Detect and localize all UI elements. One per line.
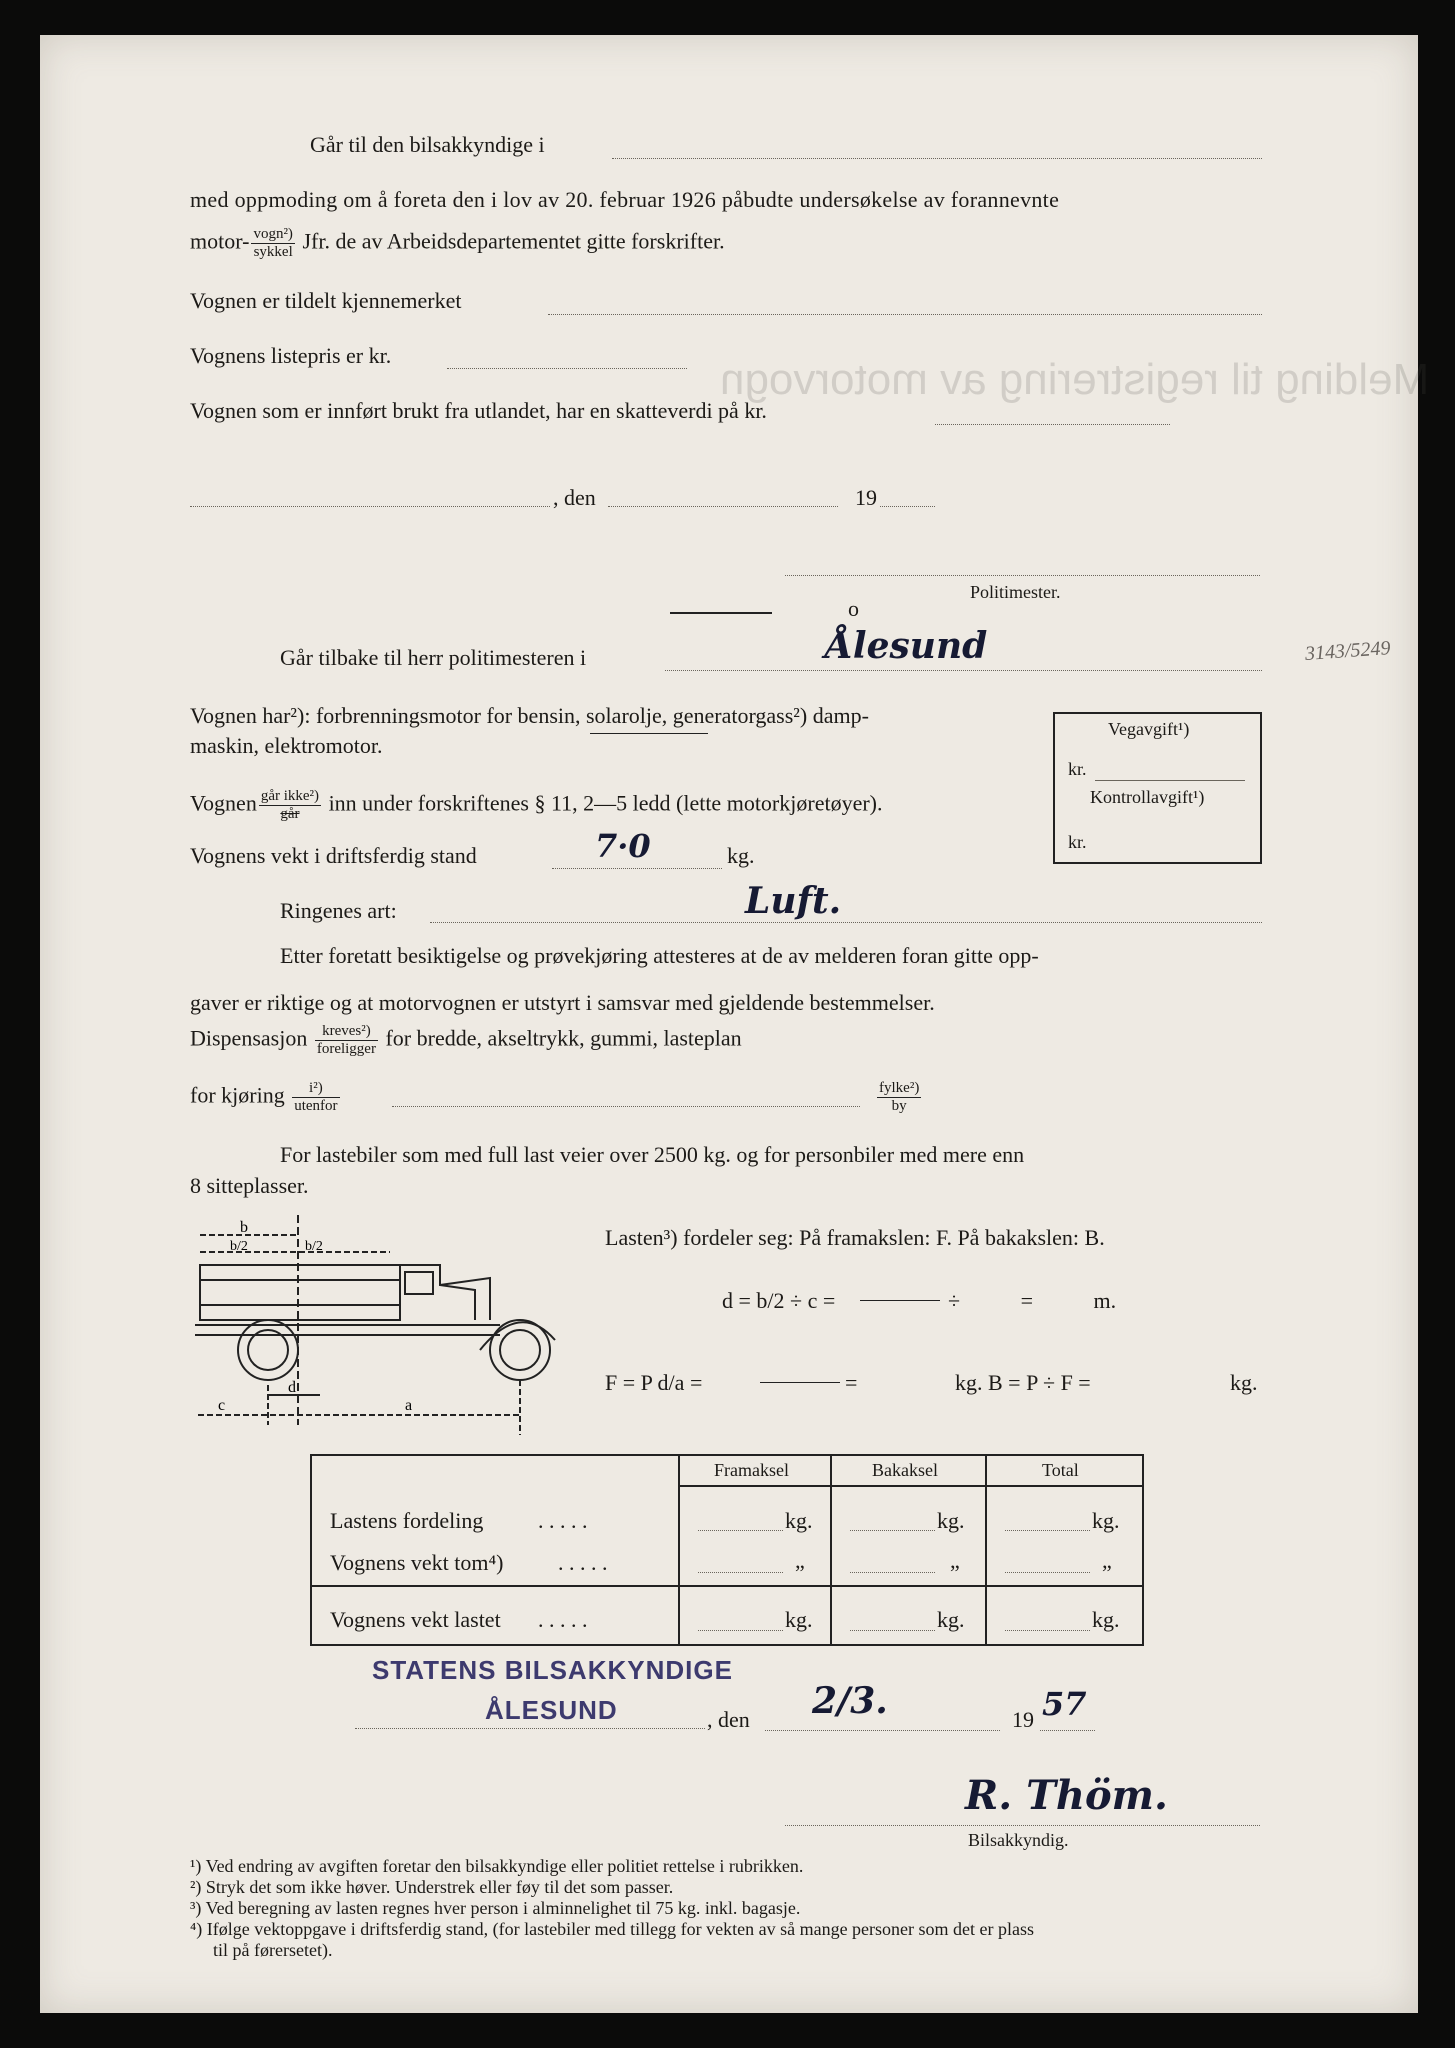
d-formula: d = b/2 ÷ c =: [722, 1288, 836, 1313]
lastebiler-line2: 8 sitteplasser.: [190, 1173, 309, 1198]
table-header-bakaksel: Bakaksel: [872, 1460, 938, 1480]
ringer-field[interactable]: [430, 922, 1262, 923]
show-through-title: Melding til registrering av motorvogn: [720, 355, 1430, 404]
bilsakkyndig-signature: R. Thöm.: [965, 1772, 1168, 1819]
table-cell-field[interactable]: [850, 1530, 935, 1531]
margin-note: 3143/5249: [1304, 637, 1392, 665]
vognen-gar-line: [190, 788, 882, 823]
table-cell-unit: kg.: [1092, 1607, 1120, 1632]
signature-den-label: , den: [707, 1707, 750, 1732]
diagram-label-d: d: [288, 1379, 296, 1396]
gar-rest: inn under forskriftenes § 11, 2—5 ledd (lette motorkjøretøyer).: [328, 790, 883, 816]
footnote-2: ²) Stryk det som ikke høver. Understrek eller føy til det som passer.: [190, 1877, 674, 1897]
truck-diagram: [190, 1210, 570, 1440]
table-cell-field[interactable]: [850, 1630, 935, 1631]
return-place-field[interactable]: [665, 670, 1262, 671]
dispensasjon-line: [190, 1023, 742, 1058]
kr-label-2: kr.: [1068, 832, 1087, 852]
kjoring-prefix: for kjøring: [190, 1082, 285, 1108]
diagram-label-a: a: [405, 1397, 413, 1414]
bensin-underline: [590, 733, 708, 734]
signature-date-field[interactable]: [765, 1730, 1000, 1731]
table-cell-field[interactable]: [698, 1630, 783, 1631]
header-line1: Går til den bilsakkyndige i: [310, 132, 545, 157]
header-line2: med oppmoding om å foreta den i lov av 20. februar 1926 påbudte undersøkelse av forannevnte: [190, 187, 1060, 212]
vogn-sykkel-fraction: $\frac{\text{vogn²)}}{\text{sykkel}}$: [253, 226, 293, 260]
d-formula-blank: [860, 1300, 940, 1301]
vekt-label: Vognens vekt i driftsferdig stand: [190, 843, 477, 868]
table-header-framaksel: Framaksel: [714, 1460, 789, 1480]
table-cell-unit: „: [1102, 1548, 1112, 1573]
vegavgift-field[interactable]: [1095, 780, 1245, 781]
attest-line2: gaver er riktige og at motorvognen er utstyrt i samsvar med gjeldende bestemmelser.: [190, 990, 935, 1015]
vekt-unit: kg.: [727, 843, 755, 868]
table-row-label: Vognens vekt tom⁴): [330, 1550, 504, 1575]
table-col-divider-1: [678, 1454, 680, 1644]
gar-fraction: $\frac{\text{går ikke²)}}{\text{går}}$: [260, 788, 320, 822]
signature-year-prefix: 19: [1012, 1707, 1034, 1732]
motor-text: motor-: [190, 228, 250, 254]
stamp-line1: STATENS BILSAKKYNDIGE: [372, 1655, 733, 1685]
diagram-label-c: c: [218, 1397, 226, 1414]
vekt-handwritten: 7·0: [595, 827, 651, 865]
listepris-field[interactable]: [447, 368, 687, 369]
disp-prefix: Dispensasjon: [190, 1025, 308, 1051]
attest-line1: Etter foretatt besiktigelse og prøvekjøring attesteres at de av melderen foran gitte opp-: [280, 943, 1039, 968]
stamp-place-field[interactable]: [355, 1728, 705, 1729]
table-row-dots: . . . . .: [558, 1550, 608, 1575]
table-row-label: Vognens vekt lastet: [330, 1607, 501, 1632]
year-field[interactable]: [880, 506, 935, 507]
table-cell-field[interactable]: [698, 1530, 783, 1531]
lastebiler-line1: For lastebiler som med full last veier over 2500 kg. og for personbiler med mere enn: [280, 1142, 1025, 1167]
table-row-rule: [310, 1585, 1142, 1587]
footnote-3: ³) Ved beregning av lasten regnes hver person i alminnelighet til 75 kg. inkl. bagasje.: [190, 1898, 801, 1918]
footnote-1: ¹) Ved endring av avgiften foretar den bilsakkyndige eller politiet rettelse i rubrikken.: [190, 1856, 804, 1876]
table-cell-field[interactable]: [850, 1572, 935, 1573]
kontrollavgift-label: Kontrollavgift¹): [1090, 787, 1205, 807]
table-cell-unit: kg.: [785, 1607, 813, 1632]
table-row-label: Lastens fordeling: [330, 1508, 484, 1533]
bilsakkyndig-signature-field[interactable]: [785, 1825, 1260, 1826]
stamp-line2: ÅLESUND: [485, 1695, 618, 1725]
table-col-divider-2: [830, 1454, 832, 1644]
table-cell-field[interactable]: [1005, 1572, 1090, 1573]
kjoring-line: [190, 1080, 342, 1115]
kjennemerke-label: Vognen er tildelt kjennemerket: [190, 288, 462, 313]
table-cell-field[interactable]: [698, 1572, 783, 1573]
table-row-dots: . . . . .: [538, 1508, 588, 1533]
b-formula-kg: kg.: [1230, 1370, 1258, 1395]
table-row-dots: . . . . .: [538, 1607, 588, 1632]
footnote-4-continued: til på førersetet).: [213, 1940, 333, 1960]
signature-year-field[interactable]: [1040, 1730, 1095, 1731]
f-formula: F = P d/a =: [605, 1370, 703, 1395]
politimester-signature-field[interactable]: [785, 575, 1260, 576]
b-formula: kg. B = P ÷ F =: [955, 1370, 1091, 1395]
ringer-label: Ringenes art:: [280, 898, 397, 923]
bilsakkyndig-field[interactable]: [612, 158, 1262, 159]
table-cell-unit: kg.: [937, 1607, 965, 1632]
table-cell-unit: „: [950, 1548, 960, 1573]
f-formula-eq: =: [845, 1370, 858, 1395]
den-label: , den: [553, 485, 596, 510]
vegavgift-label: Vegavgift¹): [1108, 719, 1190, 739]
table-cell-unit: kg.: [937, 1508, 965, 1533]
lasten-label: Lasten³) fordeler seg: På framakslen: F. På bakakslen: B.: [605, 1225, 1105, 1250]
return-label: Går tilbake til herr politimesteren i: [280, 645, 587, 670]
table-col-divider-3: [985, 1454, 987, 1644]
vognen-har-line2: maskin, elektromotor.: [190, 733, 383, 758]
vekt-field[interactable]: [552, 868, 722, 869]
signature-date-handwritten: 2/3.: [812, 1680, 888, 1722]
diagram-label-b2a: b/2: [230, 1239, 248, 1254]
disp-rest: for bredde, akseltrykk, gummi, lasteplan: [385, 1025, 742, 1051]
vognen-har-line1: Vognen har²): forbrenningsmotor for bensin, solarolje, generatorgass²) damp-: [190, 703, 869, 728]
table-header-total: Total: [1042, 1460, 1079, 1480]
diagram-label-b2b: b/2: [305, 1239, 323, 1254]
header-line3: [190, 226, 725, 261]
kreves-fraction: $\frac{\text{kreves²)}}{\text{foreligger}}$: [316, 1023, 376, 1057]
place-field[interactable]: [190, 506, 550, 507]
f-formula-blank: [760, 1382, 840, 1383]
divider-mark: ο: [848, 596, 859, 621]
section-divider: [670, 612, 772, 614]
footnote-4: ⁴) Ifølge vektoppgave i driftsferdig stand, (for lastebiler med tillegg for vekten av så mange personer som det er plass: [190, 1919, 1035, 1939]
table-cell-unit: kg.: [1092, 1508, 1120, 1533]
skatteverdi-field[interactable]: [935, 424, 1170, 425]
year-label: 19: [855, 485, 877, 510]
fylke-fraction: $\frac{\text{fylke²)}}{by}$: [879, 1080, 920, 1114]
table-cell-field[interactable]: [1005, 1530, 1090, 1531]
listepris-label: Vognens listepris er kr.: [190, 343, 392, 368]
d-formula-end: ÷ = m.: [948, 1288, 1117, 1313]
ringer-handwritten: Luft.: [745, 880, 842, 922]
date-field[interactable]: [608, 506, 838, 507]
table-header-rule: [678, 1485, 1142, 1487]
i-utenfor-fraction: $\frac{\text{i²)}}{\text{utenfor}}$: [294, 1080, 338, 1114]
kr-label-1: kr.: [1068, 759, 1087, 779]
diagram-label-b: b: [240, 1219, 248, 1236]
gar-prefix: Vognen: [190, 790, 257, 816]
jfr-text: Jfr. de av Arbeidsdepartementet gitte forskrifter.: [302, 228, 725, 254]
signature-year-handwritten: 57: [1042, 1685, 1087, 1723]
table-cell-unit: kg.: [785, 1508, 813, 1533]
politimester-label: Politimester.: [970, 582, 1061, 602]
table-cell-unit: „: [795, 1548, 805, 1573]
return-place-handwritten: Ålesund: [825, 625, 988, 667]
skatteverdi-label: Vognen som er innført brukt fra utlandet, har en skatteverdi på kr.: [190, 398, 767, 423]
kjennemerke-field[interactable]: [548, 314, 1262, 315]
kjoring-field[interactable]: [392, 1106, 860, 1107]
bilsakkyndig-title: Bilsakkyndig.: [968, 1830, 1069, 1850]
table-cell-field[interactable]: [1005, 1630, 1090, 1631]
